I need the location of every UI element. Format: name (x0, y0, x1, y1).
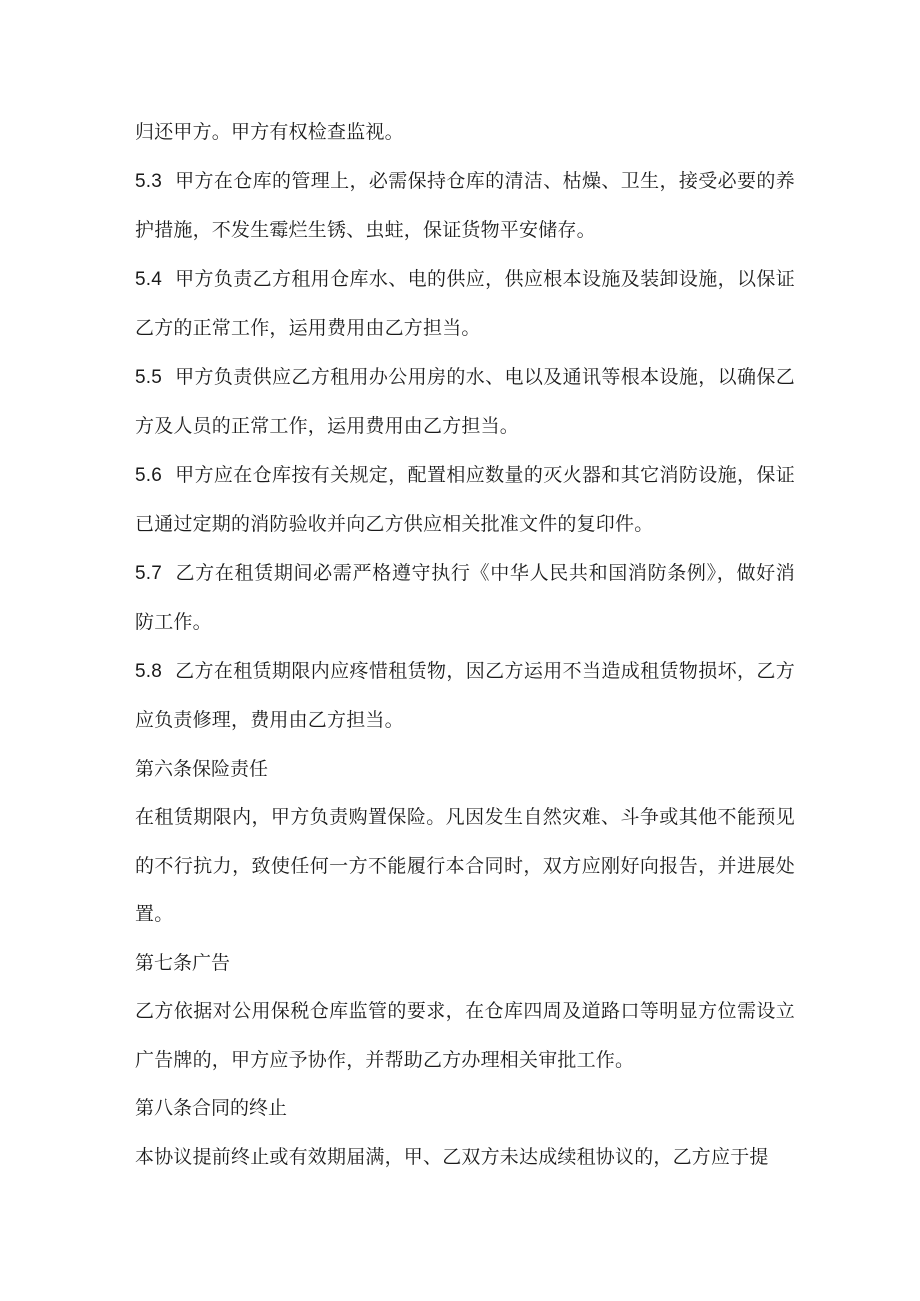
clause-number: 5.4 (135, 268, 163, 290)
clause-5-5 (135, 353, 795, 451)
clause-text: 甲方在仓库的管理上，必需保持仓库的清洁、枯燥、卫生，接受必要的养护措施，不发生霉烂生锈、虫蛀，保证货物平安储存。 (135, 169, 795, 241)
paragraph-text: 在租赁期限内，甲方负责购置保险。凡因发生自然灾难、斗争或其他不能预见的不行抗力，致使任何一方不能履行本合同时，双方应刚好向报告，并进展处置。 (135, 806, 795, 925)
paragraph-text: 本协议提前终止或有效期届满，甲、乙双方未达成续租协议的，乙方应于提 (135, 1145, 769, 1168)
paragraph-continuation (135, 108, 795, 157)
article-7-heading: 第七条广告 (135, 951, 231, 974)
article-7-body (135, 987, 795, 1084)
clause-number: 5.7 (135, 562, 163, 584)
paragraph-text: 乙方依据对公用保税仓库监管的要求，在仓库四周及道路口等明显方位需设立广告牌的，甲方应予协作，并帮助乙方办理相关审批工作。 (135, 1000, 795, 1071)
clause-5-7 (135, 549, 795, 647)
article-6-body (135, 793, 795, 939)
article-8-heading: 第八条合同的终止 (135, 1097, 288, 1119)
document-page (135, 108, 795, 1181)
clause-text: 乙方在租赁期限内应疼惜租赁物，因乙方运用不当造成租赁物损坏，乙方应负责修理，费用由乙方担当。 (135, 659, 795, 731)
clause-number: 5.3 (135, 170, 163, 192)
clause-number: 5.6 (135, 464, 163, 486)
clause-5-4 (135, 255, 795, 353)
clause-text: 甲方负责乙方租用仓库水、电的供应，供应根本设施及装卸设施，以保证乙方的正常工作，运用费用由乙方担当。 (135, 267, 795, 339)
paragraph-text: 归还甲方。甲方有权检查监视。 (135, 121, 404, 143)
article-6-heading: 第六条保险责任 (135, 757, 269, 780)
clause-5-6 (135, 451, 795, 549)
article-8-body (135, 1133, 795, 1182)
clause-text: 甲方应在仓库按有关规定，配置相应数量的灭火器和其它消防设施，保证已通过定期的消防验收并向乙方供应相关批准文件的复印件。 (135, 463, 795, 535)
clause-text: 甲方负责供应乙方租用办公用房的水、电以及通讯等根本设施，以确保乙方及人员的正常工作，运用费用由乙方担当。 (135, 365, 795, 437)
clause-text: 乙方在租赁期间必需严格遵守执行《中华人民共和国消防条例》，做好消防工作。 (135, 561, 795, 633)
clause-5-3 (135, 157, 795, 255)
clause-number: 5.5 (135, 366, 163, 388)
clause-number: 5.8 (135, 660, 163, 682)
clause-5-8 (135, 647, 795, 745)
